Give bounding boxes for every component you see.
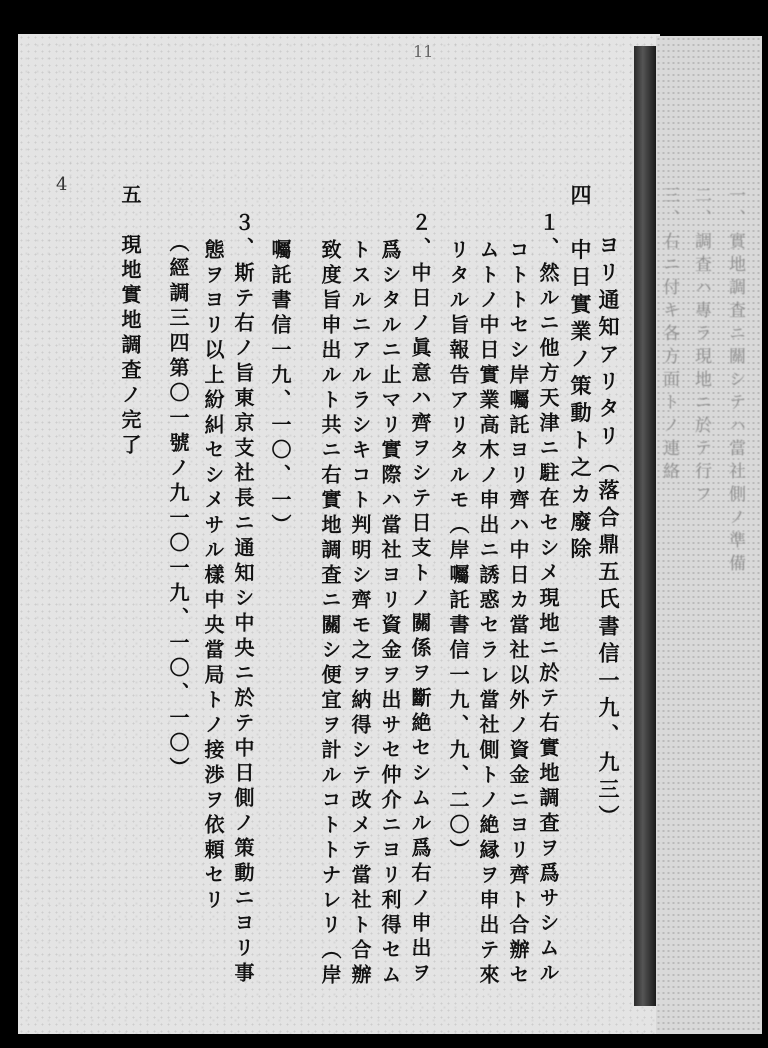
- text-column-14: （經調三四第〇一號ノ九一〇一九、一〇、一〇）: [166, 232, 190, 782]
- folio-number: 11: [413, 42, 434, 61]
- text-column-6: リタル旨報告アリタルモ（岸囑託書信一九、九、二〇）: [446, 239, 470, 864]
- text-column-13: 態ヲヨリ以上紛糾セシメサル樣中央當局トノ接渉ヲ依頼セリ: [201, 239, 225, 914]
- text-column-10: 致度旨申出ルト共ニ右實地調査ニ關シ便宜ヲ計ルコトトナレリ（岸: [318, 239, 342, 989]
- adjacent-text-column-2: 二、調査ハ專ラ現地ニ於テ行フ: [691, 186, 711, 508]
- text-column-9: トスルニアルラシキコト判明シ齊モ之ヲ納得シテ改メテ當社ト合辦: [348, 239, 372, 989]
- text-column-12: ３、斯テ右ノ旨東京支社長ニ通知シ中央ニ於テ中日側ノ策動ニヨリ事: [231, 212, 255, 987]
- document-page: [18, 34, 660, 1034]
- page-fold-shadow: [634, 46, 656, 1006]
- text-column-3: １、然ルニ他方天津ニ駐在セシメ現地ニ於テ右實地調査ヲ爲サシムル: [536, 212, 560, 987]
- text-column-1: ヨリ通知アリタリ（落合鼎五氏書信一九、九三）: [596, 234, 621, 833]
- text-column-8: 爲シタルニ止マリ實際ハ當社ヨリ資金ヲ出サセ仲介ニヨリ利得セム: [378, 239, 402, 989]
- text-column-7: ２、中日ノ眞意ハ齊ヲシテ日支トノ關係ヲ斷絶セシムル爲右ノ申出ヲ: [408, 212, 432, 987]
- text-column-5: ムトノ中日實業高木ノ申出ニ誘惑セラレ當社側トノ絶縁ヲ申出テ來: [476, 239, 500, 989]
- margin-mark: 4: [56, 174, 68, 195]
- text-column-15: 五 現地實地調査ノ完了: [118, 184, 142, 459]
- adjacent-text-column-1: 一、實地調査ニ關シテハ當社側ノ準備: [725, 186, 745, 577]
- text-column-2: 四 中日實業ノ策動ト之カ廢除: [568, 184, 593, 565]
- adjacent-sheet: [656, 36, 762, 1034]
- text-column-11: 囑託書信一九、一〇、一）: [268, 239, 292, 539]
- text-column-4: コトトセシ岸囑託ヨリ齊ハ中日カ當社以外ノ資金ニヨリ齊ト合辦セ: [506, 239, 530, 989]
- adjacent-text-column-3: 三、右ニ付キ各方面トノ連絡: [659, 186, 679, 485]
